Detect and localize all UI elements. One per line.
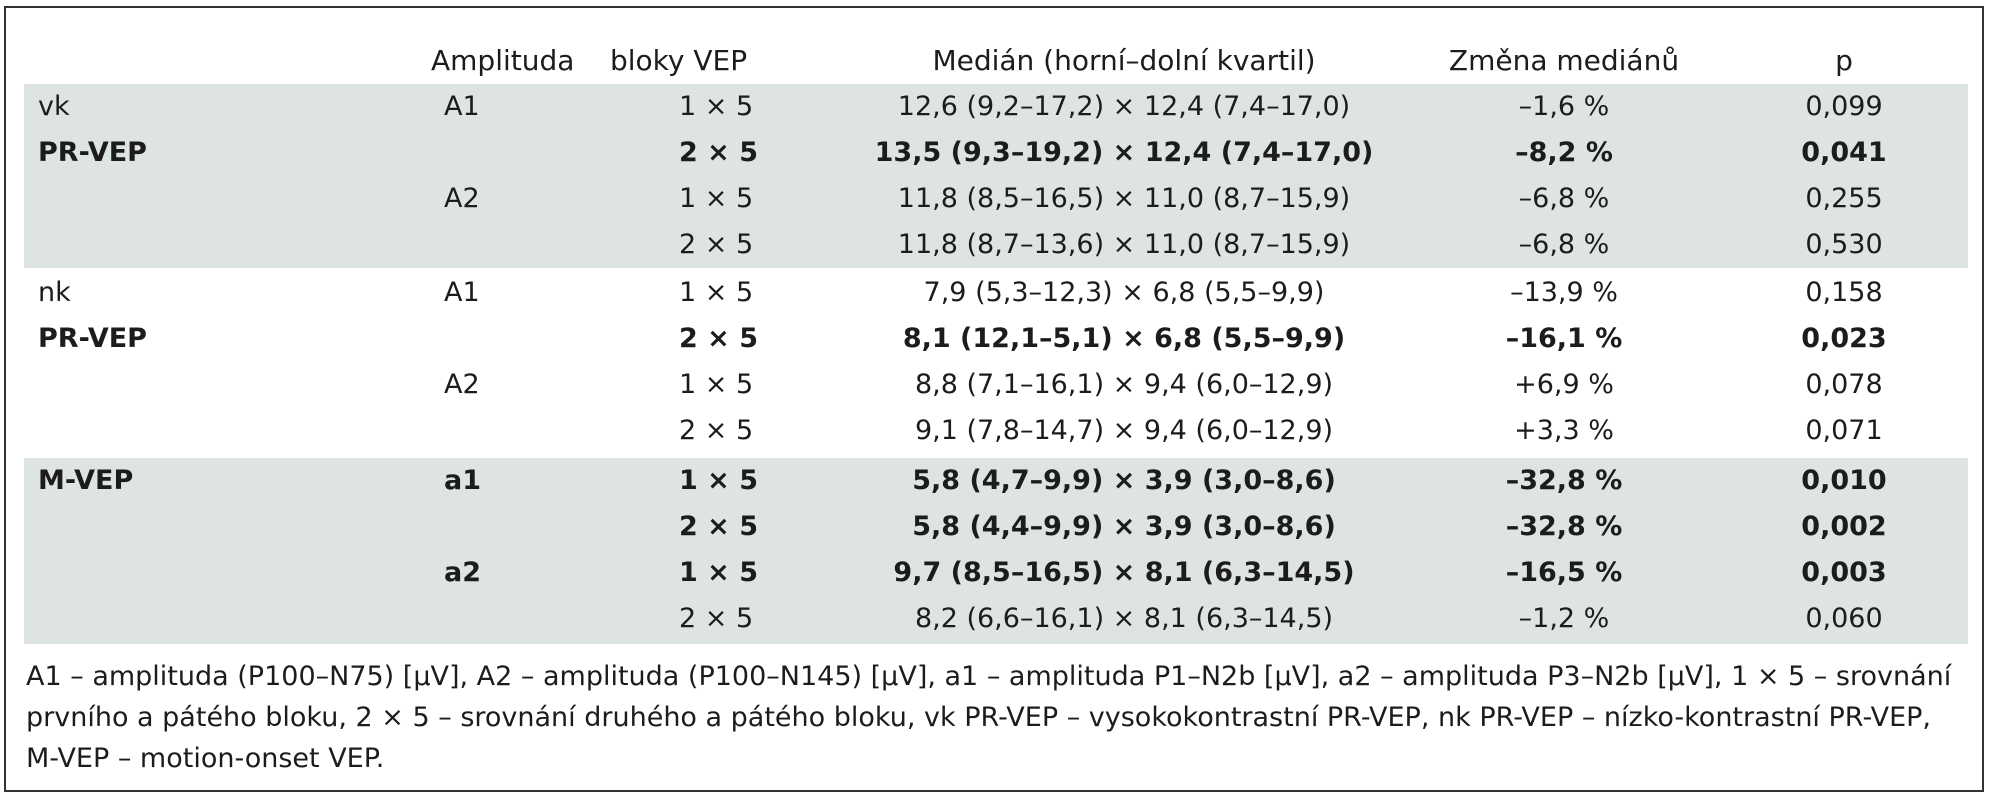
row-change: –32,8 %: [1505, 465, 1623, 496]
row-median: 5,8 (4,4–9,9) × 3,9 (3,0–8,6): [912, 511, 1336, 542]
row-blocks: 2 × 5: [679, 511, 758, 542]
row-change: –13,9 %: [1510, 277, 1618, 308]
table-row: [24, 550, 1968, 596]
row-amplitude: A1: [444, 91, 480, 122]
row-median: 13,5 (9,3–19,2) × 12,4 (7,4–17,0): [874, 137, 1374, 168]
row-change: –16,1 %: [1505, 323, 1623, 354]
row-median: 12,6 (9,2–17,2) × 12,4 (7,4–17,0): [897, 91, 1351, 122]
row-blocks: 2 × 5: [679, 137, 758, 168]
row-change: +3,3 %: [1514, 415, 1614, 446]
table-row: [24, 176, 1968, 222]
table-row: [24, 362, 1968, 408]
row-p-value: 0,099: [1805, 91, 1883, 122]
table-row: [24, 316, 1968, 362]
row-p-value: 0,060: [1805, 603, 1883, 634]
row-blocks: 1 × 5: [679, 369, 754, 400]
row-change: –6,8 %: [1518, 183, 1610, 214]
row-blocks: 2 × 5: [679, 415, 754, 446]
row-median: 11,8 (8,7–13,6) × 11,0 (8,7–15,9): [897, 229, 1351, 260]
row-p-value: 0,255: [1805, 183, 1883, 214]
row-median: 9,1 (7,8–14,7) × 9,4 (6,0–12,9): [914, 415, 1334, 446]
row-median: 11,8 (8,5–16,5) × 11,0 (8,7–15,9): [897, 183, 1351, 214]
header-change: Změna mediánů: [1448, 44, 1680, 77]
row-change: –16,5 %: [1505, 557, 1623, 588]
row-blocks: 2 × 5: [679, 323, 758, 354]
row-amplitude: A2: [444, 369, 480, 400]
table-row: [24, 408, 1968, 454]
row-median: 8,8 (7,1–16,1) × 9,4 (6,0–12,9): [914, 369, 1334, 400]
row-blocks: 2 × 5: [679, 229, 754, 260]
row-median: 8,1 (12,1–5,1) × 6,8 (5,5–9,9): [902, 323, 1346, 354]
table-header: [24, 38, 1968, 84]
row-change: –32,8 %: [1505, 511, 1623, 542]
row-change: –8,2 %: [1515, 137, 1613, 168]
row-blocks: 1 × 5: [679, 183, 754, 214]
row-median: 7,9 (5,3–12,3) × 6,8 (5,5–9,9): [923, 277, 1325, 308]
row-group-label: M-VEP: [38, 465, 134, 496]
row-median: 5,8 (4,7–9,9) × 3,9 (3,0–8,6): [912, 465, 1336, 496]
row-p-value: 0,003: [1801, 557, 1887, 588]
row-amplitude: a2: [444, 557, 482, 588]
row-amplitude: A1: [444, 277, 480, 308]
header-amplitude: Amplituda: [431, 44, 575, 77]
table-row: [24, 458, 1968, 504]
row-median: 8,2 (6,6–16,1) × 8,1 (6,3–14,5): [914, 603, 1334, 634]
row-amplitude: a1: [444, 465, 482, 496]
row-amplitude: A2: [444, 183, 480, 214]
row-p-value: 0,158: [1805, 277, 1883, 308]
row-p-value: 0,071: [1805, 415, 1883, 446]
table-row: [24, 596, 1968, 642]
header-blocks: bloky VEP: [610, 44, 748, 77]
row-blocks: 1 × 5: [679, 557, 758, 588]
table-row: [24, 504, 1968, 550]
row-blocks: 1 × 5: [679, 465, 758, 496]
row-median: 9,7 (8,5–16,5) × 8,1 (6,3–14,5): [893, 557, 1355, 588]
row-p-value: 0,078: [1805, 369, 1883, 400]
row-blocks: 2 × 5: [679, 603, 754, 634]
header-p: p: [1835, 44, 1853, 77]
row-group-label: nk: [38, 277, 71, 308]
table-row: [24, 270, 1968, 316]
row-blocks: 1 × 5: [679, 91, 754, 122]
row-change: –6,8 %: [1518, 229, 1610, 260]
row-change: –1,6 %: [1518, 91, 1610, 122]
row-change: –1,2 %: [1518, 603, 1610, 634]
row-change: +6,9 %: [1514, 369, 1614, 400]
row-group-label: vk: [38, 91, 70, 122]
row-p-value: 0,530: [1805, 229, 1883, 260]
row-p-value: 0,023: [1801, 323, 1887, 354]
row-group-label: PR-VEP: [38, 137, 147, 168]
table-footnote: A1 – amplituda (P100–N75) [μV], A2 – amplituda (P100–N145) [μV], a1 – amplituda P1–N2b [μV], a2 – amplituda P3–N2b [μV], 1 × 5 – srovnání prvního a pátého bloku, 2 × 5 – srovnání druhého a pátého bloku, vk PR-VEP – vysokokontrastní PR-VEP, nk PR-VEP – nízko-kontrastní PR-VEP, M-VEP – motion-onset VEP.: [26, 661, 1952, 774]
table-row: [24, 130, 1968, 176]
header-median: Medián (horní–dolní kvartil): [932, 44, 1316, 77]
row-group-label: PR-VEP: [38, 323, 147, 354]
row-p-value: 0,041: [1801, 137, 1887, 168]
row-p-value: 0,002: [1801, 511, 1887, 542]
row-p-value: 0,010: [1801, 465, 1887, 496]
table-row: [24, 222, 1968, 268]
row-blocks: 1 × 5: [679, 277, 754, 308]
table-row: [24, 84, 1968, 130]
